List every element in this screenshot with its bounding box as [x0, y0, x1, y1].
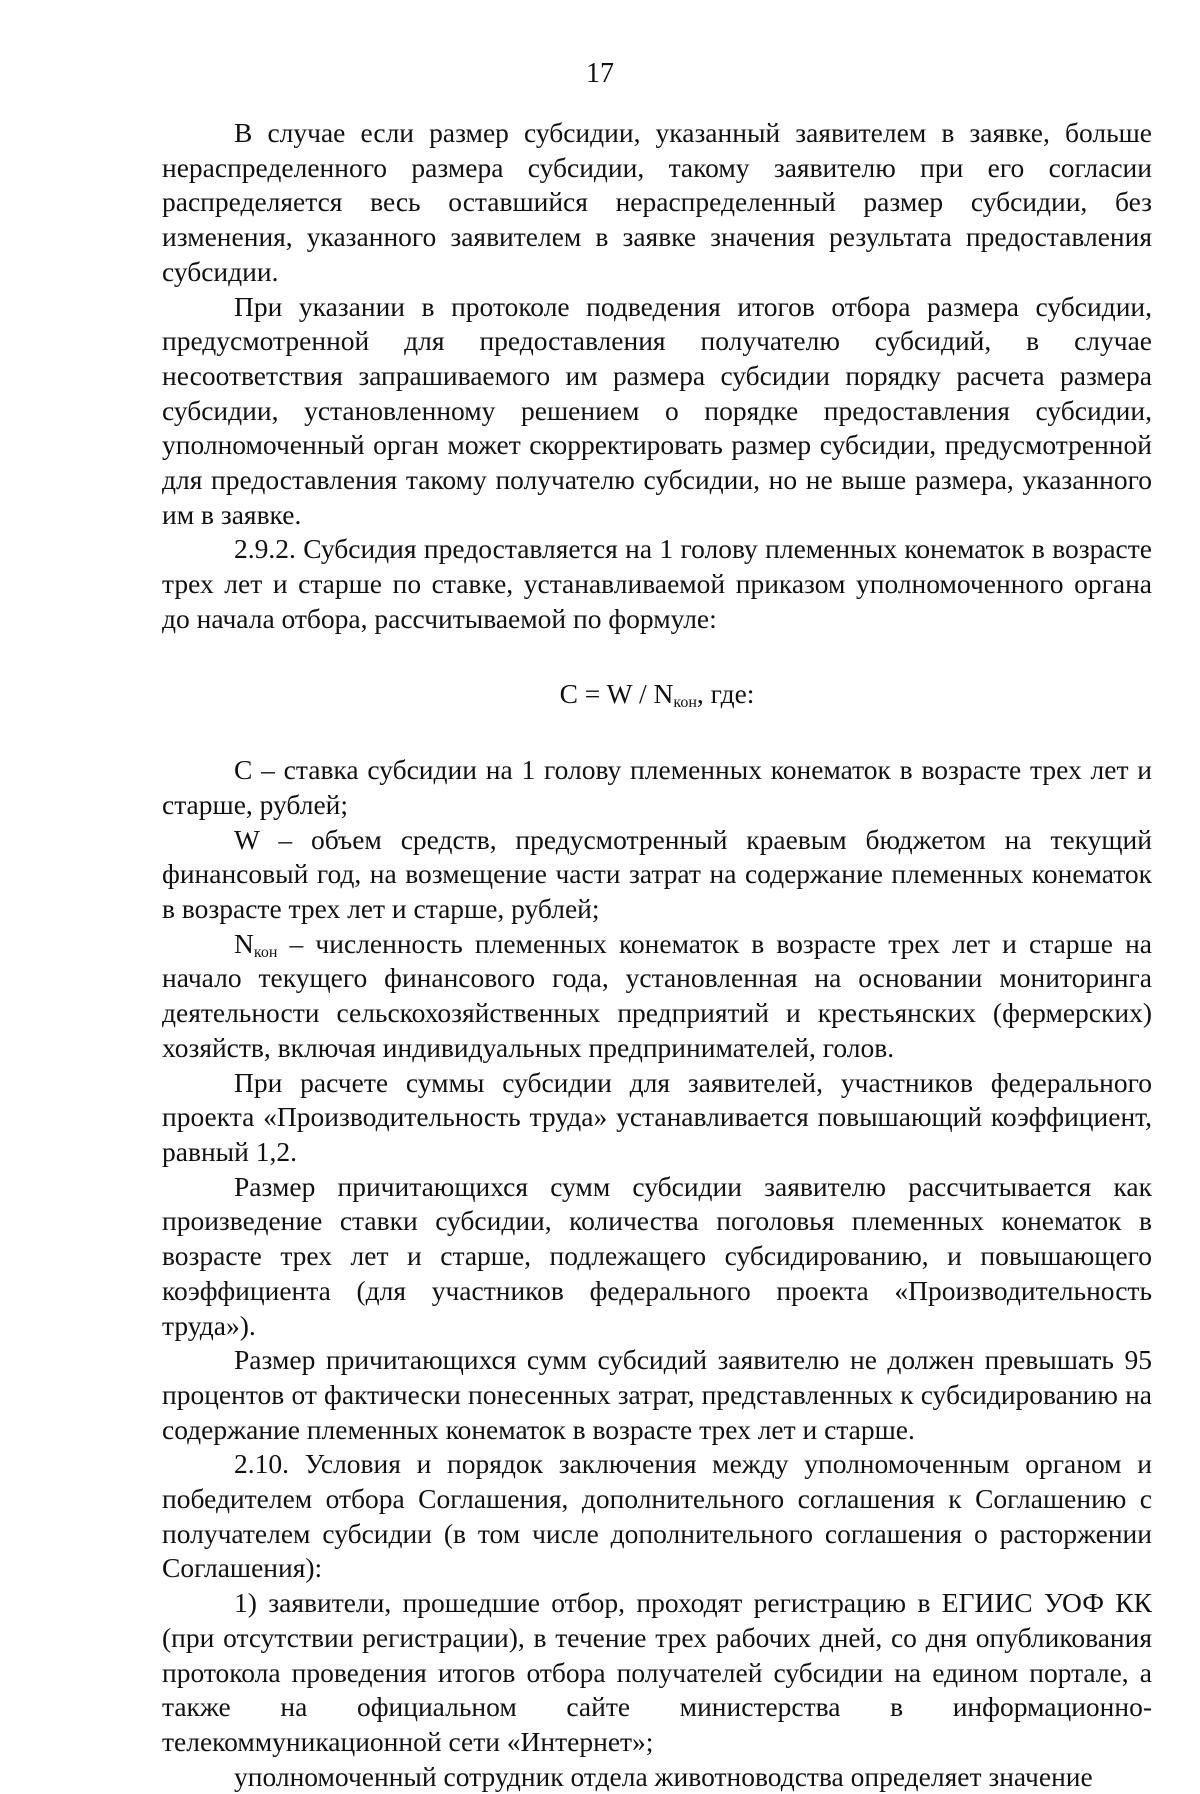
- paragraph-2-10: 2.10. Условия и порядок заключения между уполномоченным органом и победителем отбора Соглашения, дополнительного соглашения к Соглашению с получателем субсидии (в том числе дополнительного соглашения о расторжении Соглашения):: [162, 1448, 1152, 1584]
- paragraph-amount-calculation: Размер причитающихся сумм субсидии заявителю рассчитывается как произведение ставки субсидии, количества поголовья племенных конематок в возрасте трех лет и старше, подлежащего субсидированию, и повышающего коэффициента (для участников федерального проекта «Производительность труда»).: [162, 1170, 1152, 1341]
- definition-n-subscript: кон: [253, 943, 278, 961]
- formula-suffix: , где:: [696, 677, 755, 709]
- formula-subscript: кон: [673, 693, 697, 711]
- paragraph-2-9-2: 2.9.2. Субсидия предоставляется на 1 голову племенных конематок в возрасте трех лет и старше по ставке, устанавливаемой приказом уполномоченного органа до начала отбора, рассчитываемой по формуле:: [162, 533, 1152, 634]
- paragraph-unallocated-subsidy: В случае если размер субсидии, указанный заявителем в заявке, больше нераспределенного размера субсидии, такому заявителю при его согласии распределяется весь оставшийся нераспределенный размер субсидии, без изменения, указанного заявителем в заявке значения результата предоставления субсидии.: [162, 117, 1152, 287]
- paragraph-list-item-1: 1) заявители, прошедшие отбор, проходят регистрацию в ЕГИИС УОФ КК (при отсутствии регистрации), в течение трех рабочих дней, со дня опубликования протокола проведения итогов отбора получателей субсидии на едином портале, а также на официальном сайте министерства в информационно-телекоммуникационной сети «Интернет»;: [162, 1587, 1152, 1757]
- paragraph-protocol-correction: При указании в протоколе подведения итогов отбора размера субсидии, предусмотренной для предоставления получателю субсидий, в случае несоответствия запрашиваемого им размера субсидии порядку расчета размера субсидии, установленному решением о порядке предоставления субсидии, уполномоченный орган может скорректировать размер субсидии, предусмотренной для предоставления такому получателю субсидии, но не выше размера, указанного им в заявке.: [162, 290, 1152, 530]
- definition-c: C – ставка субсидии на 1 голову племенных конематок в возрасте трех лет и старше, рублей;: [162, 754, 1152, 820]
- definition-w: W – объем средств, предусмотренный краевым бюджетом на текущий финансовый год, на возмещение части затрат на содержание племенных конематок в возрасте трех лет и старше, рублей;: [162, 823, 1152, 925]
- document-body: [162, 116, 1152, 1794]
- page-number: 17: [586, 58, 614, 89]
- paragraph-staff-determines: уполномоченный сотрудник отдела животноводства определяет значение: [234, 1760, 1093, 1792]
- definition-n: [162, 927, 1152, 1066]
- formula-prefix: C = W / N: [559, 677, 674, 709]
- definition-n-symbol: N: [234, 927, 254, 959]
- formula: [162, 677, 1152, 712]
- paragraph-coefficient: При расчете суммы субсидии для заявителей, участников федерального проекта «Производительность труда» устанавливается повышающий коэффициент, равный 1,2.: [162, 1066, 1152, 1167]
- definition-n-text: – численность племенных конематок в возрасте трех лет и старше на начало текущего финансового года, установленная на основании мониторинга деятельности сельскохозяйственных предприятий и крестьянских (фермерских) хозяйств, включая индивидуальных предпринимателей, голов.: [162, 927, 1152, 1063]
- paragraph-amount-limit: Размер причитающихся сумм субсидий заявителю не должен превышать 95 процентов от фактически понесенных затрат, представленных к субсидированию на содержание племенных конематок в возрасте трех лет и старше.: [162, 1344, 1152, 1445]
